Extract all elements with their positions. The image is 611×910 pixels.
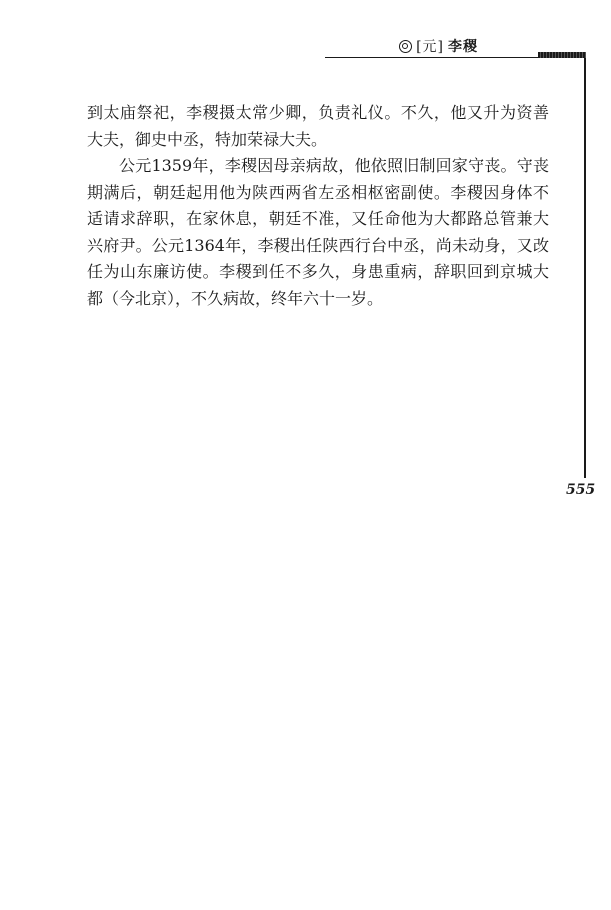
header-rule: [325, 57, 538, 58]
double-circle-icon: [399, 40, 412, 53]
paragraph-2: 公元1359年，李稷因母亲病故，他依照旧制回家守丧。守丧期满后，朝廷起用他为陕西两省左丞相枢密副使。李稷因身体不适请求辞职，在家休息，朝廷不准，又任命他为大都路总管兼大兴府尹。公元1364年，李稷出任陕西行台中丞，尚未动身，又改任为山东廉访使。李稷到任不多久，身患重病，辞职回到京城大都（今北京），不久病故，终年六十一岁。: [87, 156, 549, 308]
margin-vertical-rule: [584, 58, 586, 478]
thumb-tab-mark: [538, 52, 586, 58]
header-person: 李稷: [448, 39, 478, 55]
running-header: [399, 36, 478, 56]
header-dynasty: [元]: [416, 39, 444, 55]
body-text: [87, 100, 549, 312]
page-number: 555: [566, 482, 596, 498]
paragraph-1: 到太庙祭祀，李稷摄太常少卿，负责礼仪。不久，他又升为资善大夫，御史中丞，特加荣禄大夫。: [87, 103, 549, 149]
